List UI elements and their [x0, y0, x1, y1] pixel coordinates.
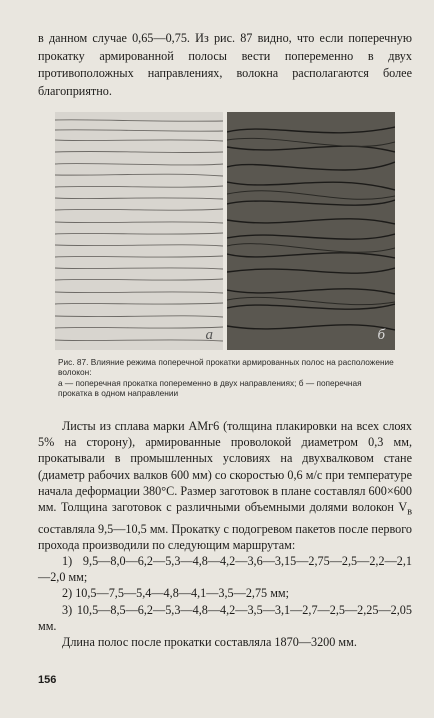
figure-87	[55, 112, 395, 350]
caption-title: Рис. 87. Влияние режима поперечной прокатки армированных полос на расположение волокон:	[58, 357, 394, 378]
route-1: 1) 9,5—8,0—6,2—5,3—4,8—4,2—3,6—3,15—2,75—2,5—2,2—2,1—2,0 мм;	[38, 554, 412, 585]
figure-panel-b	[227, 112, 395, 350]
route-3: 3) 10,5—8,5—6,2—5,3—4,8—4,2—3,5—3,1—2,7—2,5—2,25—2,05 мм.	[38, 602, 412, 633]
page-number: 156	[38, 674, 57, 686]
volume-fraction-subscript: в	[407, 506, 412, 518]
body-paragraph-1-text: Листы из сплава марки АМг6 (толщина плакировки на всех слоях 5% на сторону), армированные проволокой диаметром 0,3 мм, прокатывали в промышленных условиях на двухвалковом стане (диаметр рабочих валков 600 мм) со скоростью 0,6 м/с при температуре начала деформации 380°С. Размер заготовок в плане составлял 600×600 мм. Толщина заготовок с различными объемными долями волокон V	[38, 419, 412, 515]
fiber-pattern-a	[55, 112, 223, 350]
top-paragraph: в данном случае 0,65—0,75. Из рис. 87 видно, что если поперечную прокатку армированной полосы вести попеременно в двух противоположных направлениях, волокна располагаются более благоприятно.	[38, 31, 412, 98]
caption-legend: а — поперечная прокатка попеременно в двух направлениях; б — поперечная прокатка в одном направлении	[58, 377, 362, 399]
route-2: 2) 10,5—7,5—5,4—4,8—4,1—3,5—2,75 мм;	[62, 586, 290, 601]
panel-a-label: а	[205, 327, 213, 343]
body-text	[38, 418, 412, 650]
figure-panel-a	[55, 112, 223, 350]
body-paragraph-1	[38, 418, 412, 553]
body-paragraph-2: Длина полос после прокатки составляла 1870—3200 мм.	[62, 635, 357, 650]
figure-caption	[58, 357, 398, 399]
panel-b-label: б	[377, 327, 385, 343]
fiber-pattern-b	[227, 112, 395, 350]
body-paragraph-1-tail: составляла 9,5—10,5 мм. Прокатку с подогревом пакетов после первого прохода производили по следующим маршрутам:	[38, 521, 412, 552]
